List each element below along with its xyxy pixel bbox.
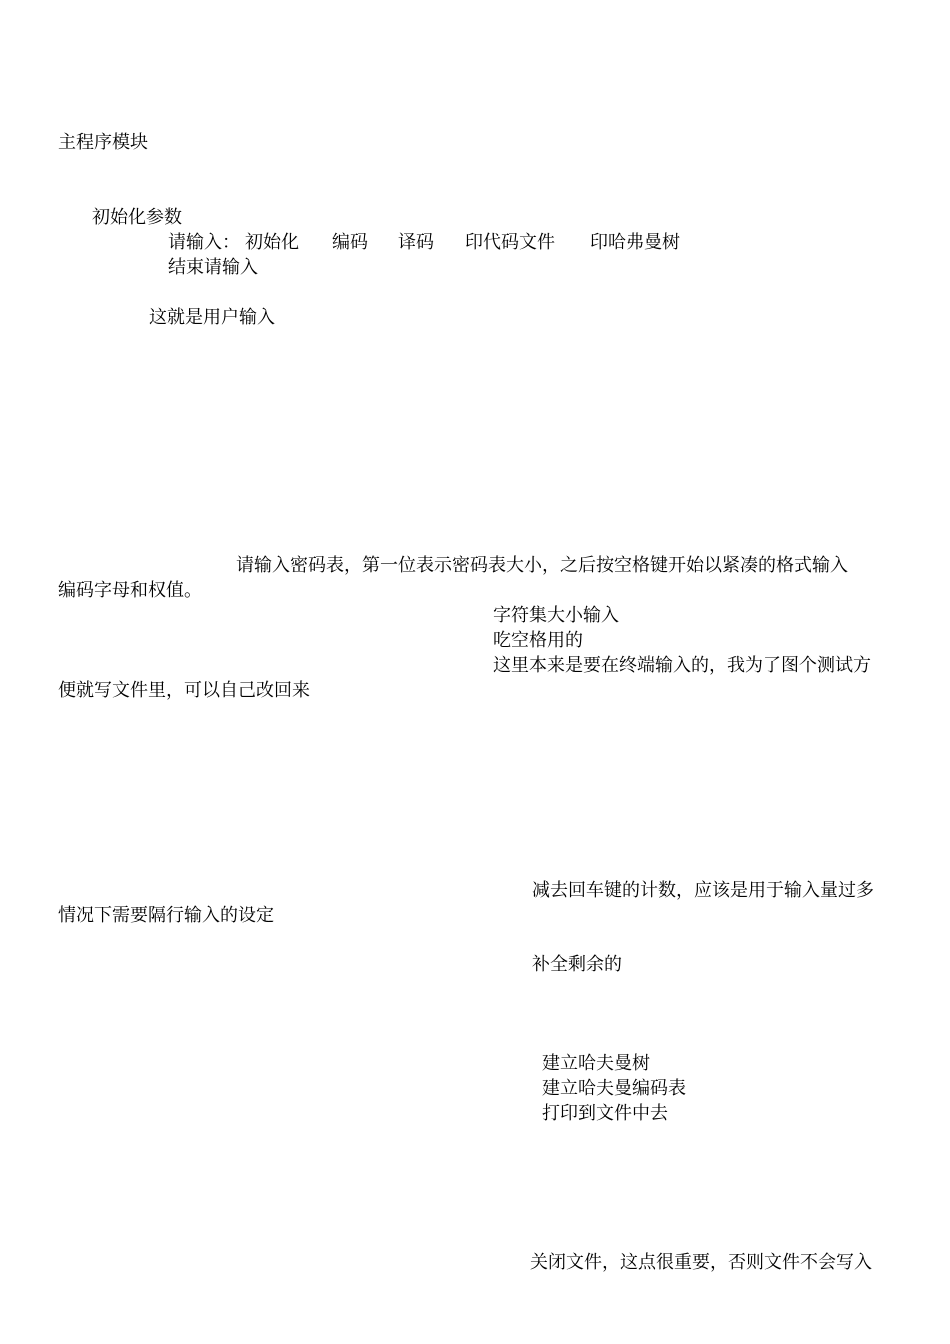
build-huffman-tree-note: 建立哈夫曼树 bbox=[542, 1053, 650, 1074]
enter-count-note-line1: 减去回车键的计数，应该是用于输入量过多 bbox=[532, 880, 874, 901]
prompt-label: 请输入： bbox=[168, 232, 240, 253]
cipher-instruction-line2: 编码字母和权值。 bbox=[58, 580, 202, 601]
prompt-option-decode: 译码 bbox=[398, 232, 434, 253]
prompt-option-print-code-file: 印代码文件 bbox=[465, 232, 555, 253]
user-input-note: 这就是用户输入 bbox=[149, 307, 275, 328]
close-file-note: 关闭文件，这点很重要，否则文件不会写入 bbox=[530, 1252, 872, 1273]
fill-rest-note: 补全剩余的 bbox=[532, 954, 622, 975]
prompt-option-init: 初始化 bbox=[245, 232, 299, 253]
prompt-end-label: 结束请输入 bbox=[168, 257, 258, 278]
prompt-option-encode: 编码 bbox=[332, 232, 368, 253]
cipher-instruction-line1: 请输入密码表，第一位表示密码表大小，之后按空格键开始以紧凑的格式输入 bbox=[236, 555, 848, 576]
file-note-line2: 便就写文件里，可以自己改回来 bbox=[58, 680, 310, 701]
enter-count-note-line2: 情况下需要隔行输入的设定 bbox=[58, 905, 274, 926]
charset-size-note: 字符集大小输入 bbox=[493, 605, 619, 626]
eat-space-note: 吃空格用的 bbox=[493, 630, 583, 651]
prompt-option-print-huffman-tree: 印哈弗曼树 bbox=[590, 232, 680, 253]
print-to-file-note: 打印到文件中去 bbox=[542, 1103, 668, 1124]
build-code-table-note: 建立哈夫曼编码表 bbox=[542, 1078, 686, 1099]
section-heading: 主程序模块 bbox=[58, 132, 148, 153]
file-note-line1: 这里本来是要在终端输入的，我为了图个测试方 bbox=[493, 655, 871, 676]
init-params-label: 初始化参数 bbox=[92, 207, 182, 228]
